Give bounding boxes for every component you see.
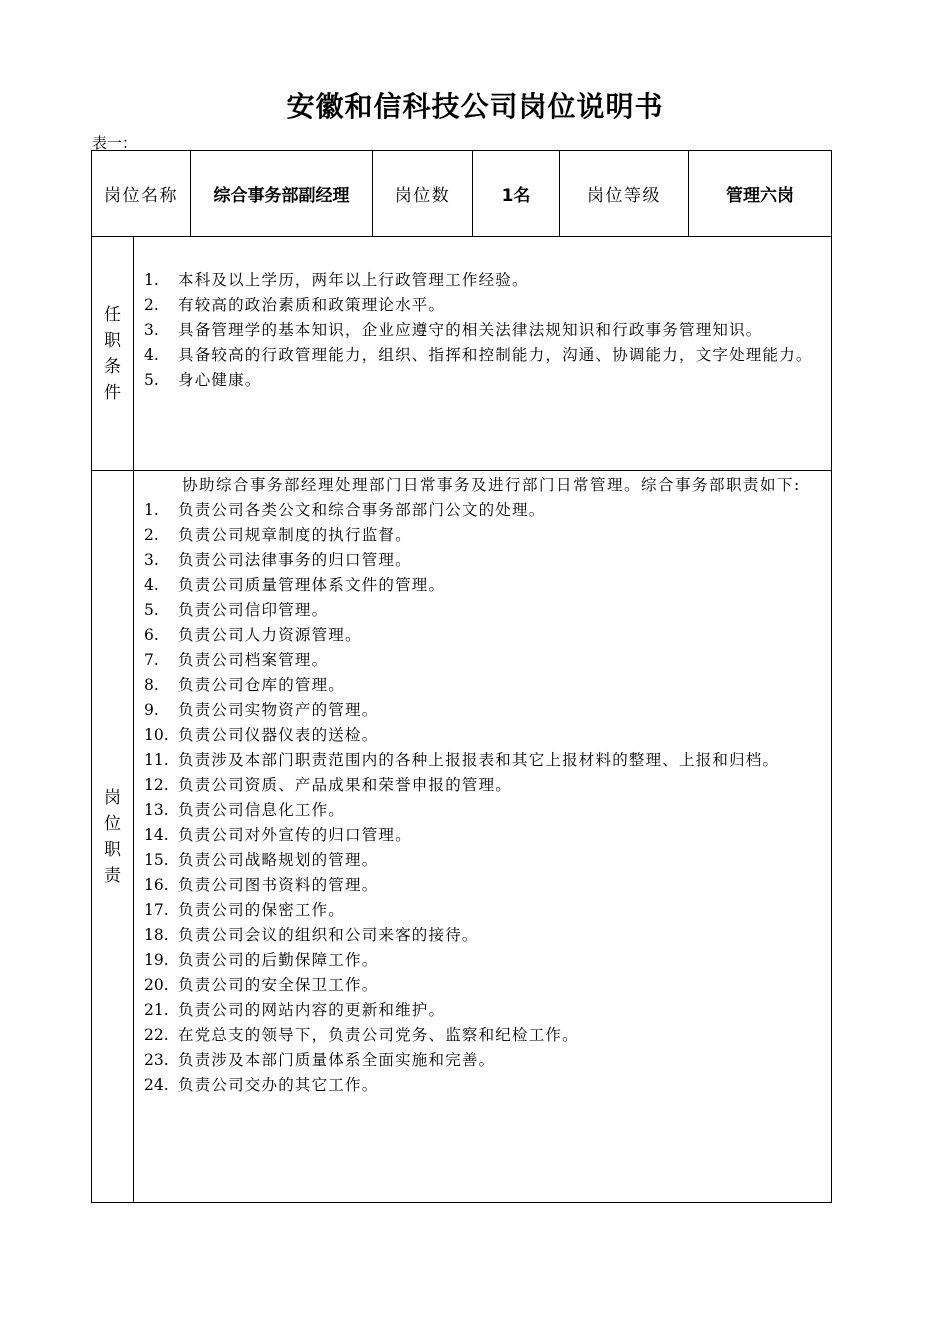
item-text: 负责公司法律事务的归口管理。	[178, 551, 412, 569]
item-number: 16.	[144, 876, 169, 894]
item-text: 负责公司实物资产的管理。	[178, 701, 379, 719]
requirements-row-divider	[91, 470, 832, 471]
list-item	[144, 998, 824, 1023]
duties-label: 岗位职责	[104, 787, 121, 886]
item-number: 4.	[144, 576, 159, 594]
list-item	[144, 973, 824, 998]
item-text: 有较高的政治素质和政策理论水平。	[178, 296, 446, 314]
list-item	[144, 723, 824, 748]
item-text: 负责公司战略规划的管理。	[178, 851, 379, 869]
list-item	[144, 948, 824, 973]
item-number: 23.	[144, 1051, 169, 1069]
item-number: 15.	[144, 851, 169, 869]
item-text: 具备较高的行政管理能力，组织、指挥和控制能力，沟通、协调能力，文字处理能力。	[178, 346, 813, 364]
item-text: 负责公司各类公文和综合事务部部门公文的处理。	[178, 501, 546, 519]
list-item	[144, 368, 824, 393]
duties-section	[144, 473, 824, 1098]
item-text: 身心健康。	[178, 371, 262, 389]
grade-label: 岗位等级	[587, 186, 661, 206]
item-number: 1.	[144, 501, 159, 519]
grade-value: 管理六岗	[726, 186, 794, 206]
list-item	[144, 698, 824, 723]
item-number: 8.	[144, 676, 159, 694]
list-item	[144, 1048, 824, 1073]
item-text: 具备管理学的基本知识，企业应遵守的相关法律法规知识和行政事务管理知识。	[178, 321, 763, 339]
table-label: 表一：	[92, 134, 138, 152]
item-text: 负责公司信息化工作。	[178, 801, 346, 819]
item-number: 2.	[144, 296, 159, 314]
headcount-value: 1名	[501, 186, 531, 206]
item-text: 负责公司的网站内容的更新和维护。	[178, 1001, 446, 1019]
requirements-label: 任职条件	[104, 304, 121, 403]
duties-intro: 协助综合事务部经理处理部门日常事务及进行部门日常管理。综合事务部职责如下:	[182, 476, 801, 494]
item-text: 负责公司的后勤保障工作。	[178, 951, 379, 969]
item-number: 9.	[144, 701, 159, 719]
item-number: 6.	[144, 626, 159, 644]
item-text: 负责公司档案管理。	[178, 651, 329, 669]
item-text: 负责公司对外宣传的归口管理。	[178, 826, 412, 844]
list-item	[144, 873, 824, 898]
item-text: 负责公司人力资源管理。	[178, 626, 362, 644]
requirements-label-cell	[91, 237, 134, 470]
list-item	[144, 748, 824, 773]
list-item	[144, 798, 824, 823]
item-number: 10.	[144, 726, 169, 744]
list-item	[144, 923, 824, 948]
item-number: 3.	[144, 321, 159, 339]
item-number: 5.	[144, 601, 159, 619]
item-text: 负责公司交办的其它工作。	[178, 1076, 379, 1094]
item-number: 5.	[144, 371, 159, 389]
duties-list	[144, 498, 824, 1098]
item-text: 负责公司规章制度的执行监督。	[178, 526, 412, 544]
item-number: 11.	[144, 751, 169, 769]
item-number: 20.	[144, 976, 169, 994]
position-name-value: 综合事务部副经理	[213, 186, 350, 206]
item-number: 21.	[144, 1001, 169, 1019]
item-text: 负责公司仪器仪表的送检。	[178, 726, 379, 744]
list-item	[144, 898, 824, 923]
item-text: 在党总支的领导下，负责公司党务、监察和纪检工作。	[178, 1026, 579, 1044]
position-name-label: 岗位名称	[104, 186, 178, 206]
list-item	[144, 293, 824, 318]
item-number: 12.	[144, 776, 169, 794]
item-text: 本科及以上学历，两年以上行政管理工作经验。	[178, 271, 529, 289]
list-item	[144, 673, 824, 698]
page-title: 安徽和信科技公司岗位说明书	[286, 90, 664, 123]
list-item	[144, 573, 824, 598]
headcount-label: 岗位数	[394, 186, 451, 206]
item-text: 负责公司的保密工作。	[178, 901, 346, 919]
item-text: 负责公司仓库的管理。	[178, 676, 346, 694]
header-row-divider	[91, 236, 832, 237]
item-number: 24.	[144, 1076, 169, 1094]
item-number: 14.	[144, 826, 169, 844]
list-item	[144, 1073, 824, 1098]
list-item	[144, 623, 824, 648]
item-text: 负责公司图书资料的管理。	[178, 876, 379, 894]
list-item	[144, 848, 824, 873]
item-text: 负责公司会议的组织和公司来客的接待。	[178, 926, 479, 944]
item-text: 负责公司资质、产品成果和荣誉申报的管理。	[178, 776, 513, 794]
item-number: 2.	[144, 526, 159, 544]
list-item	[144, 1023, 824, 1048]
item-number: 1.	[144, 271, 159, 289]
list-item	[144, 598, 824, 623]
list-item	[144, 343, 824, 368]
list-item	[144, 498, 824, 523]
item-number: 22.	[144, 1026, 169, 1044]
list-item	[144, 648, 824, 673]
item-text: 负责公司信印管理。	[178, 601, 329, 619]
item-number: 3.	[144, 551, 159, 569]
list-item	[144, 268, 824, 293]
item-number: 13.	[144, 801, 169, 819]
item-text: 负责涉及本部门职责范围内的各种上报报表和其它上报材料的整理、上报和归档。	[178, 751, 780, 769]
item-number: 7.	[144, 651, 159, 669]
item-number: 17.	[144, 901, 169, 919]
item-text: 负责涉及本部门质量体系全面实施和完善。	[178, 1051, 496, 1069]
list-item	[144, 823, 824, 848]
duties-label-cell	[91, 471, 134, 1202]
list-item	[144, 548, 824, 573]
list-item	[144, 318, 824, 343]
item-number: 19.	[144, 951, 169, 969]
item-number: 4.	[144, 346, 159, 364]
item-text: 负责公司的安全保卫工作。	[178, 976, 379, 994]
requirements-list	[144, 268, 824, 393]
list-item	[144, 773, 824, 798]
item-number: 18.	[144, 926, 169, 944]
list-item	[144, 523, 824, 548]
item-text: 负责公司质量管理体系文件的管理。	[178, 576, 446, 594]
